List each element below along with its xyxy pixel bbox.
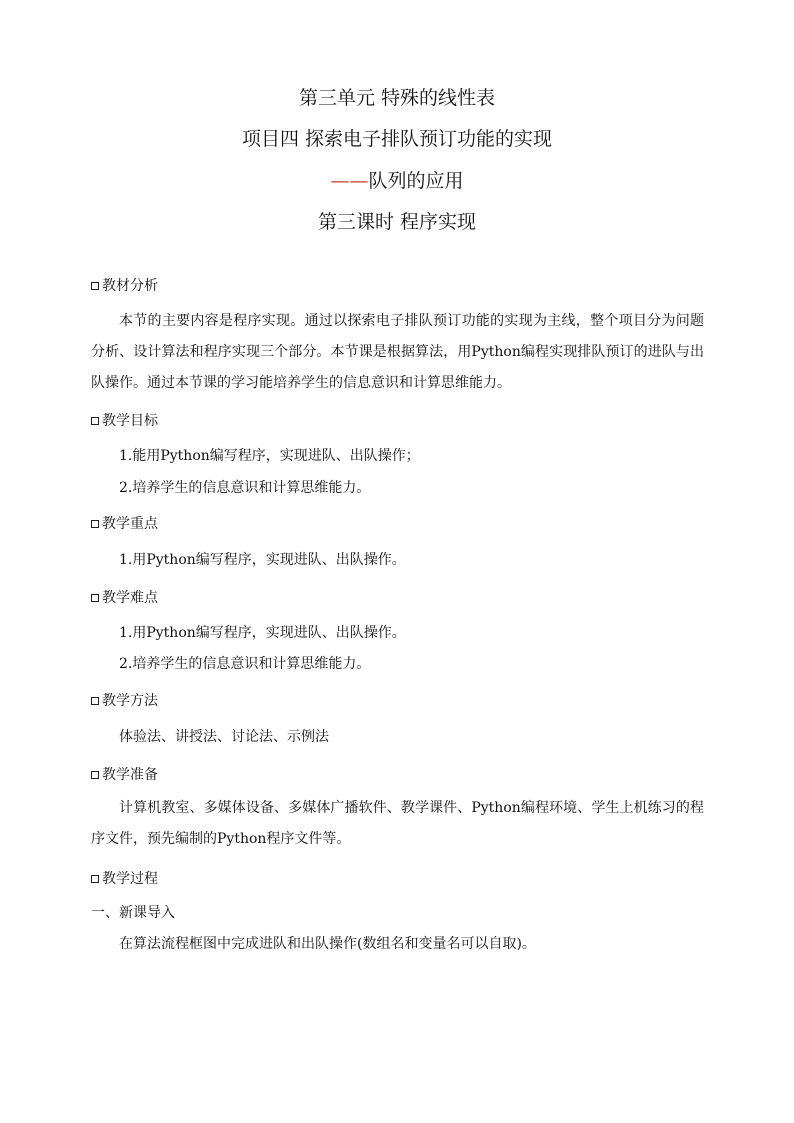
section-heading-label: 教学方法	[102, 693, 158, 709]
objective-item: 2.培养学生的信息意识和计算思维能力。	[119, 480, 371, 496]
analysis-paragraph: 本节的主要内容是程序实现。通过以探索电子排队预订功能的实现为主线，整个项目分为问题分析、设计算法和程序实现三个部分。本节课是根据算法，用Python编程实现排队预订的进队与出队操作。通过本节课的学习能培养学生的信息意识和计算思维能力。	[91, 313, 704, 391]
section-heading-difficulties	[91, 589, 158, 607]
process-step-text: 在算法流程框图中完成进队和出队操作(数组名和变量名可以自取)。	[119, 936, 536, 952]
section-heading-label: 教学重点	[102, 516, 158, 532]
checkbox-icon	[91, 282, 99, 290]
project-title: 项目四 探索电子排队预订功能的实现	[241, 128, 553, 150]
checkbox-icon	[91, 594, 99, 602]
subtitle	[0, 169, 794, 193]
section-heading-label: 教学过程	[102, 871, 158, 887]
section-heading-objectives	[91, 412, 158, 430]
process-step-title: 一、新课导入	[91, 905, 175, 921]
section-heading-methods	[91, 692, 158, 710]
subtitle-text: 队列的应用	[368, 170, 464, 192]
checkbox-icon	[91, 520, 99, 528]
checkbox-icon	[91, 771, 99, 779]
subtitle-dash: ——	[330, 170, 369, 192]
section-heading-key-points	[91, 515, 158, 533]
section-heading-label: 教材分析	[102, 278, 158, 294]
section-heading-preparation	[91, 766, 158, 784]
section-heading-label: 教学难点	[102, 590, 158, 606]
checkbox-icon	[91, 875, 99, 883]
section-heading-label: 教学准备	[102, 767, 158, 783]
checkbox-icon	[91, 417, 99, 425]
checkbox-icon	[91, 697, 99, 705]
section-heading-process	[91, 870, 158, 888]
section-heading-analysis	[91, 277, 158, 295]
key-point-item: 1.用Python编写程序，实现进队、出队操作。	[119, 552, 406, 568]
difficulty-item: 1.用Python编写程序，实现进队、出队操作。	[119, 625, 406, 641]
methods-text: 体验法、讲授法、讨论法、示例法	[119, 729, 329, 745]
lesson-title: 第三课时 程序实现	[317, 211, 477, 233]
objective-item: 1.能用Python编写程序，实现进队、出队操作；	[119, 448, 420, 464]
preparation-paragraph: 计算机教室、多媒体设备、多媒体广播软件、教学课件、Python编程环境、学生上机练习的程序文件，预先编制的Python程序文件等。	[91, 800, 704, 847]
difficulty-item: 2.培养学生的信息意识和计算思维能力。	[119, 656, 371, 672]
unit-title: 第三单元 特殊的线性表	[298, 87, 496, 109]
section-heading-label: 教学目标	[102, 413, 158, 429]
